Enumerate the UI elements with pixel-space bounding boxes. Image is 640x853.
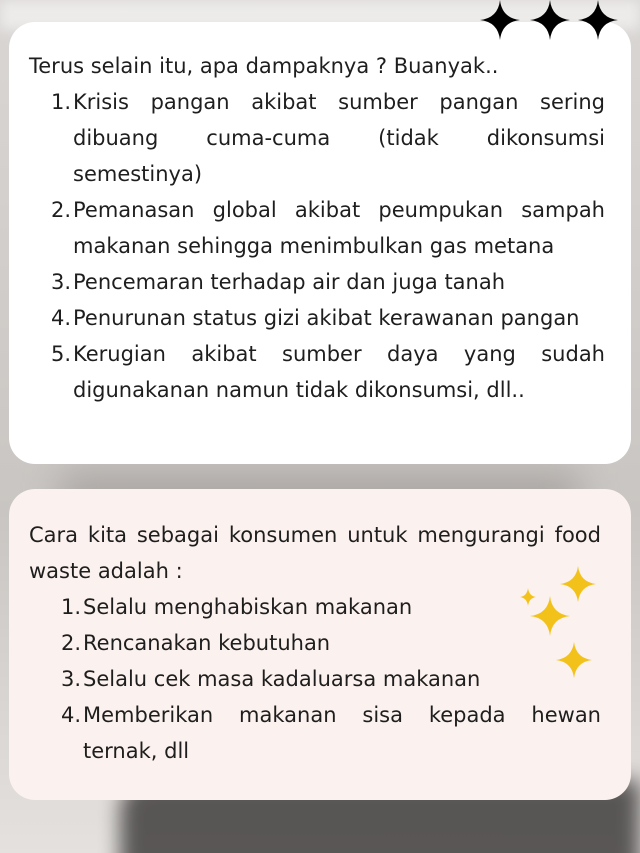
impact-list <box>29 84 605 408</box>
list-item: 4. Penurunan status gizi akibat kerawanan pangan <box>50 306 580 330</box>
tips-intro: Cara kita sebagai konsumen untuk mengurangi food waste adalah : <box>29 523 601 583</box>
list-item: 3. Selalu cek masa kadaluarsa makanan <box>60 667 481 691</box>
impact-card <box>9 22 631 464</box>
list-item: 1. Selalu menghabiskan makanan <box>60 595 413 619</box>
sparkle-gold-icon <box>514 566 604 686</box>
list-item: 5. Kerugian akibat sumber daya yang sudah digunakanan namun tidak dikonsumsi, dll.. <box>50 342 605 402</box>
list-item: 1. Krisis pangan akibat sumber pangan sering dibuang cuma-cuma (tidak dikonsumsi semestinya) <box>50 90 605 186</box>
list-item: 4. Memberikan makanan sisa kepada hewan ternak, dll <box>60 703 601 763</box>
impact-intro: Terus selain itu, apa dampaknya ? Buanyak.. <box>29 54 499 78</box>
list-item: 3. Pencemaran terhadap air dan juga tanah <box>50 270 506 294</box>
list-item: 2. Rencanakan kebutuhan <box>60 631 331 655</box>
sparkle-black-icon <box>470 0 620 48</box>
list-item: 2. Pemanasan global akibat peumpukan sampah makanan sehingga menimbulkan gas metana <box>50 198 605 258</box>
